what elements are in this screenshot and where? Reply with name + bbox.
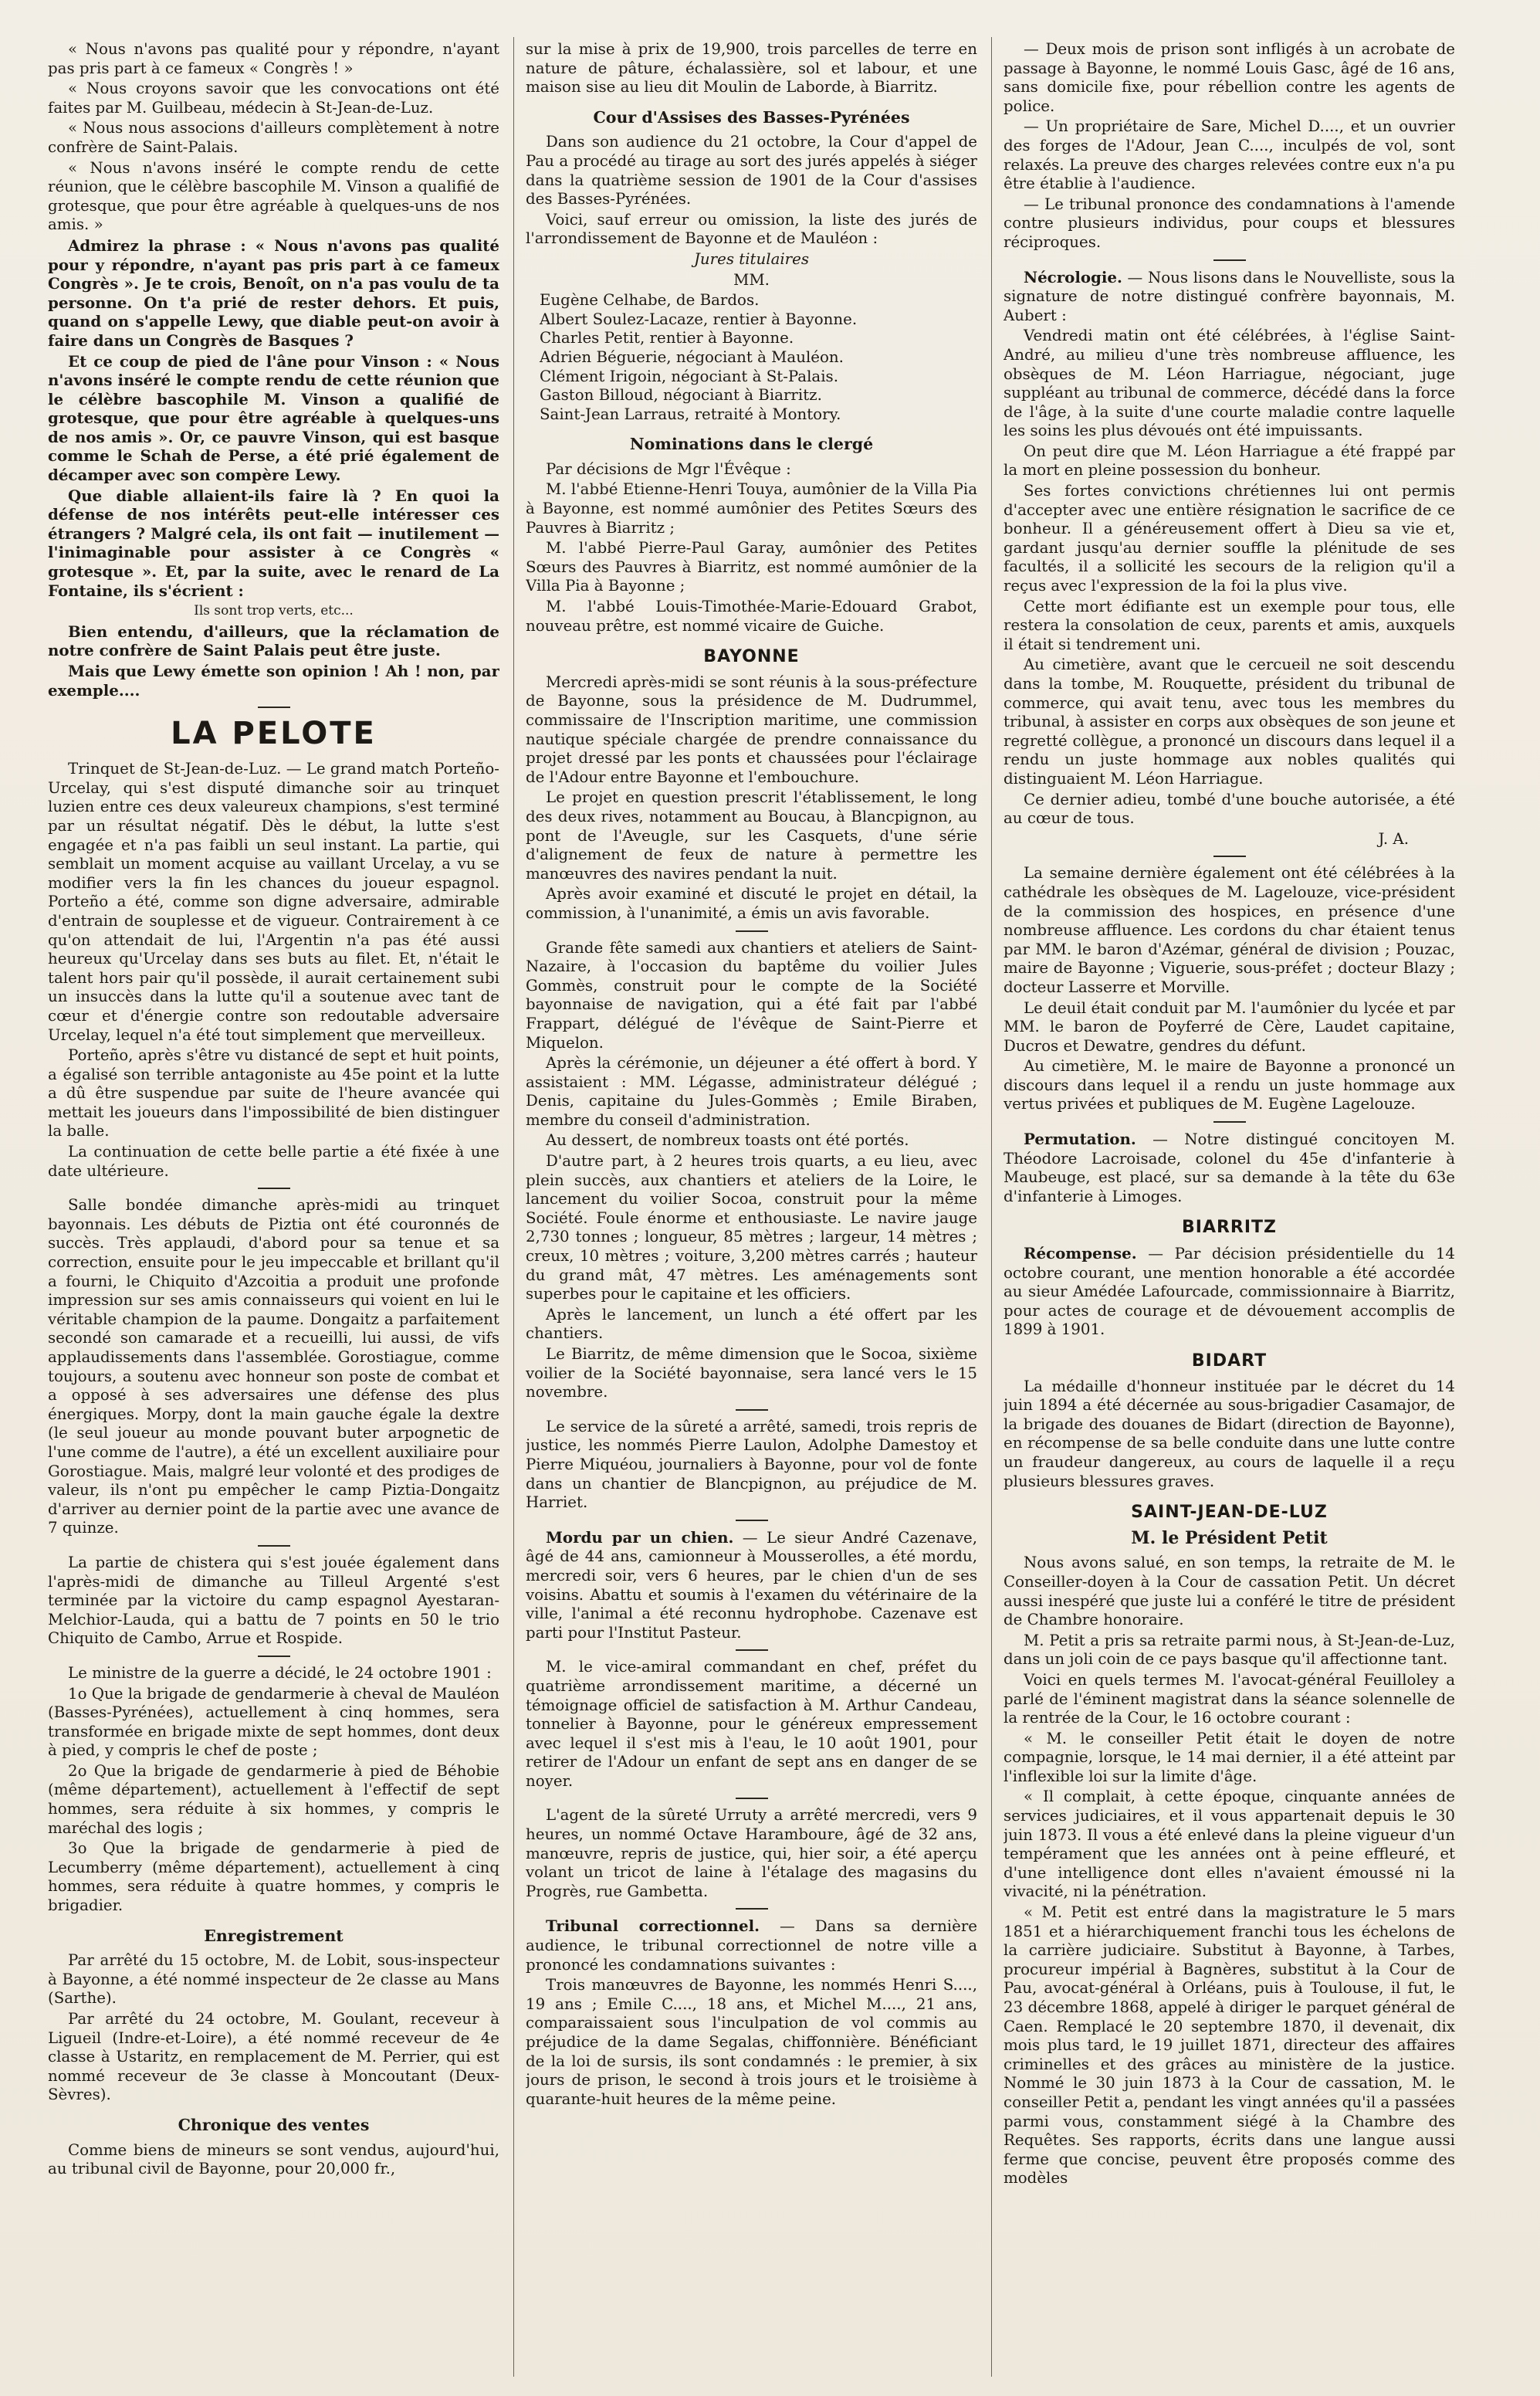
paragraph: M. Petit a pris sa retraite parmi nous, à St-Jean-de-Luz, dans un joli coin de ce pays basque qu'il affectionne tant.	[1004, 1631, 1455, 1669]
column-1	[48, 40, 499, 2372]
paragraph: — Deux mois de prison sont infligés à un acrobate de passage à Bayonne, le nommé Louis Gasc, âgé de 16 ans, sans domicile fixe, pour rébellion contre les agents de police.	[1004, 40, 1455, 115]
run-in-heading: Permutation.	[1024, 1130, 1136, 1149]
separator	[736, 1409, 768, 1411]
paragraph: — Le tribunal prononce des condamnations à l'amende contre plusieurs individus, pour coups et blessures réciproques.	[1004, 195, 1455, 251]
section-heading-bayonne: BAYONNE	[703, 647, 800, 667]
separator	[258, 1656, 290, 1657]
paragraph: M. le vice-amiral commandant en chef, préfet du quatrième arrondissement maritime, a décerné un témoignage officiel de satisfaction à M. Arthur Candeau, tonnelier à Bayonne, pour le généreux empressement avec lequel il s'est mis à l'eau, le 10 août 1901, pour retirer de l'Adour un enfant de sept ans en danger de se noyer.	[526, 1658, 977, 1790]
paragraph: Grande fête samedi aux chantiers et ateliers de Saint-Nazaire, à l'occasion du baptême du voilier Jules Gommès, construit pour le compte de la Société bayonnaise de navigation, qui a été fait par l'abbé Frappart, délégué de l'évêque de Saint-Pierre et Miquelon.	[526, 938, 977, 1052]
paragraph: M. l'abbé Pierre-Paul Garay, aumônier des Petites Sœurs des Pauvres à Biarritz, est nommé aumônier de la Villa Pia à Bayonne ;	[526, 539, 977, 595]
paragraph: Après la cérémonie, un déjeuner a été offert à bord. Y assistaient : MM. Légasse, administrateur délégué ; Denis, capitaine du Jules-Gommès ; Emile Biraben, membre du conseil d'administration.	[526, 1054, 977, 1129]
list-item: Gaston Billoud, négociant à Biarritz.	[540, 386, 822, 405]
paragraph: Voici en quels termes M. l'avocat-général Feuilloley a parlé de l'éminent magistrat dans la séance solennelle de la rentrée de la Cour, le 16 octobre courant :	[1004, 1670, 1455, 1727]
list-item: Adrien Béguerie, négociant à Mauléon.	[540, 347, 844, 366]
paragraph-text: — Notre distingué concitoyen M. Théodore Lacroisade, colonel du 45e d'infanterie à Maubeuge, est placé, sur sa demande à la tête du 63e d'infanterie à Limoges.	[1004, 1130, 1455, 1205]
paragraph	[526, 1916, 977, 1974]
paragraph: M. l'abbé Louis-Timothée-Marie-Edouard Grabot, nouveau prêtre, est nommé vicaire de Guiche.	[526, 598, 977, 635]
paragraph: Au cimetière, M. le maire de Bayonne a prononcé un discours dans lequel il a rendu un juste hommage aux vertus privées et publiques de M. Eugène Lagelouze.	[1004, 1057, 1455, 1113]
paragraph: Dans son audience du 21 octobre, la Cour d'appel de Pau a procédé au tirage au sort des jurés appelés à siéger dans la quatrième session de 1901 de la Cour d'assises des Basses-Pyrénées.	[526, 133, 977, 208]
paragraph: Le Biarritz, de même dimension que le Socoa, sixième voilier de la Société bayonnaise, sera lancé vers le 15 novembre.	[526, 1345, 977, 1401]
paragraph-text: — Par décision présidentielle du 14 octobre courant, une mention honorable a été accordée au sieur Amédée Lafourcade, commissionnaire à Biarritz, pour actes de courage et de dévouement accomplis de 1899 à 1901.	[1004, 1245, 1455, 1339]
column-3	[1004, 40, 1455, 2372]
column-rule	[991, 37, 992, 2377]
paragraph	[526, 1528, 977, 1643]
run-in-heading: Récompense.	[1024, 1244, 1137, 1263]
paragraph: Trois manœuvres de Bayonne, les nommés Henri S...., 19 ans ; Emile C...., 18 ans, et Michel M...., 21 ans, comparaissaient sous l'inculpation de vol commis au préjudice de la dame Segalas, chiffonnière. Bénéficiant de la loi de sursis, ils sont condamnés : le premier, à six jours de prison, le second à trois jours et le troisième à quarante-huit heures de la même peine.	[526, 1976, 977, 2108]
paragraph: Le deuil était conduit par M. l'aumônier du lycée et par MM. le baron de Poyferré de Cère, Laudet capitaine, Ducros et Dewatre, gendres du défunt.	[1004, 998, 1455, 1055]
list-item: Eugène Celhabe, de Bardos.	[540, 291, 760, 310]
paragraph: Salle bondée dimanche après-midi au trinquet bayonnais. Les débuts de Piztia ont été couronnés de succès. Très applaudi, d'abord pour sa tenue et sa correction, ensuite pour le jeu impeccable et brillant qu'il a fourni, le Chiquito d'Azcoitia a produit une profonde impression sur ses amis connaisseurs qui voient en lui le véritable champion de la paume. Dongaitz a parfaitement secondé son camarade et a recueilli, lui aussi, de vifs applaudissements dans l'assemblée. Gorostiague, comme toujours, a soutenu avec honneur son poste de combat et a opposé à ses adversaires une défense des plus énergiques. Morpy, dont la main gauche égale la dextre (le seul joueur au monde pouvant buter arpognetic de l'une comme de l'autre), a été un excellent auxiliaire pour Gorostiague. Mais, malgré leur volonté et des prodiges de valeur, ils n'ont pu empêcher le camp Piztia-Dongaitz d'arriver au dernier point de la partie avec une avance de 7 quinze.	[48, 1196, 499, 1537]
paragraph: Cette mort édifiante est un exemple pour tous, elle restera la consolation de ceux, parents et amis, auxquels il était si tendrement uni.	[1004, 597, 1455, 653]
paragraph: « Nous n'avons pas qualité pour y répondre, n'ayant pas pris part à ce fameux « Congrès ! »	[48, 40, 499, 77]
section-heading-biarritz: BIARRITZ	[1181, 1218, 1277, 1238]
separator	[736, 1649, 768, 1651]
paragraph: Bien entendu, d'ailleurs, que la réclamation de notre confrère de Saint Palais peut être juste.	[48, 622, 499, 660]
separator	[258, 1545, 290, 1547]
paragraph: « Nous nous associons d'ailleurs complètement à notre confrère de Saint-Palais.	[48, 119, 499, 156]
paragraph: « Nous n'avons inséré le compte rendu de cette réunion, que le célèbre bascophile M. Vinson a qualifié de grotesque, que pour être agréable à quelques-uns de nos amis. »	[48, 158, 499, 234]
paragraph: 1o Que la brigade de gendarmerie à cheval de Mauléon (Basses-Pyrénées), actuellement à cinq hommes, sera transformée en brigade mixte de sept hommes, dont deux à pied, y compris le chef de poste ;	[48, 1684, 499, 1760]
paragraph: « Il complait, à cette époque, cinquante années de services judiciaires, et il vous appartenait depuis le 30 juin 1873. Il vous a été enlevé dans la pleine vigueur d'un tempérament que les années ont à peine effleuré, et d'une intelligence dont elles n'avaient émoussé ni la vivacité, ni la pénétration.	[1004, 1788, 1455, 1901]
paragraph: « M. le conseiller Petit était le doyen de notre compagnie, lorsque, le 14 mai dernier, il a été atteint par l'inflexible loi sur la limite d'âge.	[1004, 1729, 1455, 1785]
paragraph-text: — Dans sa dernière audience, le tribunal correctionnel de notre ville a prononcé les condamnations suivantes :	[526, 1917, 977, 1974]
column-rule	[513, 37, 514, 2377]
paragraph: On peut dire que M. Léon Harriague a été frappé par la mort en pleine possession du bonheur.	[1004, 442, 1455, 480]
label: MM.	[733, 270, 770, 289]
paragraph: Le projet en question prescrit l'établissement, le long des deux rives, notamment au Boucau, à Blancpignon, au pont de l'Aveugle, sur les Casquets, d'une série d'alignement de feux de nature à permettre les manœuvres des navires pendant la nuit.	[526, 788, 977, 883]
subheading: Jures titulaires	[694, 249, 809, 268]
run-in-heading: Nécrologie.	[1024, 267, 1122, 286]
paragraph-text: — Le sieur André Cazenave, âgé de 44 ans, camionneur à Mousserolles, a été mordu, mercredi soir, vers 6 heures, par le chien d'un de ses voisins. Abattu et soumis à l'examen du vétérinaire de la ville, l'animal a été reconnu hydrophobe. Cazenave est parti pour l'Institut Pasteur.	[526, 1528, 977, 1642]
paragraph: L'agent de la sûreté Urruty a arrêté mercredi, vers 9 heures, un nommé Octave Haramboure, âgé de 32 ans, manœuvre, repris de justice, qui, hier soir, a été aperçu volant un tricot de laine à l'étalage des magasins du Progrès, rue Gambetta.	[526, 1806, 977, 1900]
paragraph: Au cimetière, avant que le cercueil ne soit descendu dans la tombe, M. Rouquette, président du tribunal de commerce, qui avait tenu, avec tous les membres du tribunal, à assister en corps aux obsèques de son jeune et regretté collègue, a prononcé un discours dans lequel il a rendu un juste hommage aux nobles qualités qui distinguaient M. Léon Harriague.	[1004, 656, 1455, 788]
section-heading: Chronique des ventes	[178, 2115, 370, 2134]
section-heading: Nominations dans le clergé	[629, 435, 874, 454]
jury-list	[526, 291, 977, 424]
list-item: Albert Soulez-Lacaze, rentier à Bayonne.	[540, 310, 858, 328]
separator	[1213, 259, 1246, 261]
paragraph: sur la mise à prix de 19,900, trois parcelles de terre en nature de pâture, échalassière, sol et labour, et une maison sise au lieu dit Moulin de Laborde, à Biarritz.	[526, 40, 977, 97]
section-heading: Enregistrement	[204, 1926, 344, 1945]
paragraph: 2o Que la brigade de gendarmerie à pied de Béhobie (même département), actuellement à l'effectif de sept hommes, sera réduite à six hommes, y compris le maréchal des logis ;	[48, 1761, 499, 1837]
paragraph-text: — Nous lisons dans le Nouvelliste, sous la signature de notre distingué confrère bayonnais, M. Aubert :	[1004, 268, 1455, 324]
paragraph: — Un propriétaire de Sare, Michel D...., et un ouvrier des forges de l'Adour, Jean C...., inculpés de vol, sont relaxés. La preuve des charges relevées contre eux n'a pu être établie à l'audience.	[1004, 117, 1455, 193]
paragraph: Nous avons salué, en son temps, la retraite de M. le Conseiller-doyen à la Cour de cassation Petit. Un décret aussi inespéré que juste lui a conféré le titre de président de Chambre honoraire.	[1004, 1554, 1455, 1629]
separator	[1213, 856, 1246, 857]
list-item: Saint-Jean Larraus, retraité à Montory.	[540, 405, 841, 423]
paragraph: Mercredi après-midi se sont réunis à la sous-préfecture de Bayonne, sous la présidence de M. Dudrummel, commissaire de l'Inscription maritime, une commission nautique spéciale chargée de prendre connaissance du projet dressé par les ponts et chaussées pour l'éclairage de l'Adour entre Bayonne et l'embouchure.	[526, 673, 977, 786]
paragraph: « M. Petit est entré dans la magistrature le 5 mars 1851 et a hiérarchiquement franchi tous les échelons de la carrière judiciaire. Substitut à Bayonne, à Tarbes, procureur impérial à Bagnères, substitut à la Cour de Pau, avocat-général à Orléans, puis à Toulouse, il fut, le 23 décembre 1868, appelé à diriger le parquet général de Caen. Remplacé le 20 septembre 1870, il devenait, dix mois plus tard, le 19 juillet 1871, directeur des affaires criminelles et des grâces au ministère de la justice. Nommé le 30 juin 1873 à la Cour de cassation, M. le conseiller Petit a, pendant les vingt années qu'il a passées parmi vous, constamment siégé à la Chambre des Requêtes. Ses rapports, écrits dans une langue aussi ferme que concise, peuvent être proposés comme des modèles	[1004, 1903, 1455, 2188]
paragraph: Le service de la sûreté a arrêté, samedi, trois repris de justice, les nommés Pierre Laulon, Adolphe Damestoy et Pierre Miquéou, journaliers à Bayonne, pour vol de fonte dans un chantier de Blancpignon, au préjudice de M. Harriet.	[526, 1417, 977, 1512]
run-in-heading: Tribunal correctionnel.	[546, 1916, 760, 1936]
paragraph: Après le lancement, un lunch a été offert par les chantiers.	[526, 1305, 977, 1343]
paragraph: La semaine dernière également ont été célébrées à la cathédrale les obsèques de M. Lagelouze, vice-président de la commission des hospices, en présence d'une nombreuse affluence. Les cordons du char étaient tenus par MM. le baron d'Azémar, général de division ; Pouzac, maire de Bayonne ; Viguerie, sous-préfet ; docteur Blazy ; docteur Lasserre et Morville.	[1004, 864, 1455, 996]
list-item: Clément Irigoin, négociant à St-Palais.	[540, 367, 838, 385]
separator	[258, 1188, 290, 1189]
signature: J. A.	[1378, 829, 1409, 848]
paragraph: Par arrêté du 24 octobre, M. Goulant, receveur à Ligueil (Indre-et-Loire), a été nommé receveur de 4e classe à Ustaritz, en remplacement de M. Perrier, qui est nommé receveur de 3e classe à Moncoutant (Deux-Sèvres).	[48, 2010, 499, 2104]
paragraph	[1004, 1130, 1455, 1206]
paragraph: Que diable allaient-ils faire là ? En quoi la défense de nos intérêts peut-elle intéresser ces étrangers ? Malgré cela, ils ont fait — inutilement — l'inimaginable pour assister à ce Congrès « grotesque ». Et, par la suite, avec le renard de La Fontaine, ils s'écrient :	[48, 486, 499, 600]
separator	[736, 1908, 768, 1910]
paragraph: 3o Que la brigade de gendarmerie à pied de Lecumberry (même département), actuellement à cinq hommes, sera réduite à quatre hommes, y compris le brigadier.	[48, 1839, 499, 1915]
quote-line: Ils sont trop verts, etc...	[194, 603, 354, 619]
paragraph: Ce dernier adieu, tombé d'une bouche autorisée, a été au cœur de tous.	[1004, 790, 1455, 828]
paragraph: Par arrêté du 15 octobre, M. de Lobit, sous-inspecteur à Bayonne, a été nommé inspecteur de 2e classe au Mans (Sarthe).	[48, 1951, 499, 2008]
paragraph: Par décisions de Mgr l'Évêque :	[546, 459, 791, 478]
separator	[258, 707, 290, 708]
paragraph: Mais que Lewy émette son opinion ! Ah ! non, par exemple....	[48, 662, 499, 700]
paragraph: Voici, sauf erreur ou omission, la liste des jurés de l'arrondissement de Bayonne et de Mauléon :	[526, 210, 977, 248]
section-heading-bidart: BIDART	[1191, 1351, 1268, 1371]
paragraph: Trinquet de St-Jean-de-Luz. — Le grand match Porteño-Urcelay, qui s'est disputé dimanche soir au trinquet luzien entre ces deux valeureux champions, s'est terminé par un résultat négatif. Dès le début, la lutte s'est engagée et n'a pas faibli un seul instant. La partie, qui semblait un moment acquise au vaillant Urcelay, a vu se modifier vers la fin les chances du joueur espagnol. Porteño a été, comme son digne adversaire, admirable d'entrain de souplesse et de vigueur. Contrairement à ce qu'on attendait de lui, l'Argentin n'a pas été aussi heureux qu'Urcelay dans ses buts au filet. Et, n'était le talent hors pair qu'il possède, il aurait certainement subi un insuccès dans la lutte qu'il a soutenue avec tant de cœur et d'énergie contre son redoutable adversaire Urcelay, lequel n'a été tout simplement que merveilleux.	[48, 760, 499, 1044]
paragraph: La partie de chistera qui s'est jouée également dans l'après-midi de dimanche au Tilleul Argenté s'est terminée par la victoire du camp espagnol Ayestaran-Melchior-Lauda, qui a battu de 7 points en 50 le trio Chiquito de Cambo, Arrue et Rospide.	[48, 1553, 499, 1648]
paragraph: La médaille d'honneur instituée par le décret du 14 juin 1894 a été décernée au sous-brigadier Casamajor, de la brigade des douanes de Bidart (direction de Bayonne), en récompense de sa belle conduite dans une lutte contre un fraudeur dangereux, au cours de laquelle il a reçu plusieurs blessures graves.	[1004, 1377, 1455, 1490]
paragraph: Comme biens de mineurs se sont vendus, aujourd'hui, au tribunal civil de Bayonne, pour 20,000 fr.,	[48, 2140, 499, 2178]
paragraph	[1004, 268, 1455, 326]
section-heading: Cour d'Assises des Basses-Pyrénées	[593, 107, 910, 127]
section-heading-saint-jean-de-luz: SAINT-JEAN-DE-LUZ	[1131, 1503, 1328, 1523]
paragraph: D'autre part, à 2 heures trois quarts, a eu lieu, avec plein succès, aux chantiers et ateliers de la Loire, le lancement du voilier Socoa, construit pour la même Société. Foule énorme et enthousiaste. Le navire jauge 2,730 tonnes ; longueur, 85 mètres ; largeur, 14 mètres ; creux, 10 mètres ; voiture, 3,200 mètres carrés ; hauteur du grand mât, 47 mètres. Les aménagements sont superbes pour le capitaine et les officiers.	[526, 1152, 977, 1303]
paragraph: Le ministre de la guerre a décidé, le 24 octobre 1901 :	[68, 1663, 492, 1682]
separator	[736, 930, 768, 932]
paragraph: M. l'abbé Etienne-Henri Touya, aumônier de la Villa Pia à Bayonne, est nommé aumônier des Petites Sœurs des Pauvres à Biarritz ;	[526, 480, 977, 537]
paragraph: Vendredi matin ont été célébrées, à l'église Saint-André, au milieu d'une très nombreuse affluence, les obsèques de M. Léon Harriague, négociant, juge suppléant au tribunal de commerce, décédé dans la force de l'âge, à la suite d'une courte maladie contre laquelle les soins les plus dévoués ont été impuissants.	[1004, 327, 1455, 440]
paragraph	[1004, 1244, 1455, 1340]
article-title: M. le Président Petit	[1131, 1527, 1328, 1548]
paragraph: « Nous croyons savoir que les convocations ont été faites par M. Guilbeau, médecin à St-Jean-de-Luz.	[48, 80, 499, 117]
paragraph: Ses fortes convictions chrétiennes lui ont permis d'accepter avec une entière résignation le sacrifice de ce bonheur. Il a généreusement offert à Dieu sa vie et, gardant jusqu'au dernier souffle la plénitude de ses facultés, il a sollicité les secours de la religion qu'il a reçus avec l'expression de la foi la plus vive.	[1004, 482, 1455, 595]
paragraph: Au dessert, de nombreux toasts ont été portés.	[546, 1131, 909, 1150]
separator	[736, 1798, 768, 1799]
column-2	[526, 40, 977, 2372]
section-heading-pelote: LA PELOTE	[171, 716, 377, 752]
separator	[1213, 1121, 1246, 1123]
separator	[736, 1520, 768, 1521]
paragraph: Porteño, après s'être vu distancé de sept et huit points, a égalisé son terrible antagoniste au 45e point et la lutte a dû être suspendue par suite de l'heure avancée qui mettait les joueurs dans l'impossibilité de bien distinguer la balle.	[48, 1046, 499, 1140]
paragraph: Admirez la phrase : « Nous n'avons pas qualité pour y répondre, n'ayant pas pris part à ce fameux Congrès ». Je te crois, Benoît, on n'a pas voulu de ta personne. On t'a prié de rester dehors. Et puis, quand on s'appelle Lewy, que diable peut-on avoir à faire dans un Congrès de Basques ?	[48, 236, 499, 350]
paragraph: La continuation de cette belle partie a été fixée à une date ultérieure.	[48, 1143, 499, 1180]
run-in-heading: Mordu par un chien.	[546, 1527, 734, 1547]
paragraph: Après avoir examiné et discuté le projet en détail, la commission, à l'unanimité, a émis un avis favorable.	[526, 885, 977, 922]
paragraph: Et ce coup de pied de l'âne pour Vinson : « Nous n'avons inséré le compte rendu de cette réunion que le célèbre bascophile M. Vinson a qualifié de grotesque, que pour être agréable à quelques-uns de nos amis ». Or, ce pauvre Vinson, qui est basque comme le Schah de Perse, a été prié également de décamper avec son compère Lewy.	[48, 351, 499, 485]
list-item: Charles Petit, rentier à Bayonne.	[540, 329, 794, 347]
